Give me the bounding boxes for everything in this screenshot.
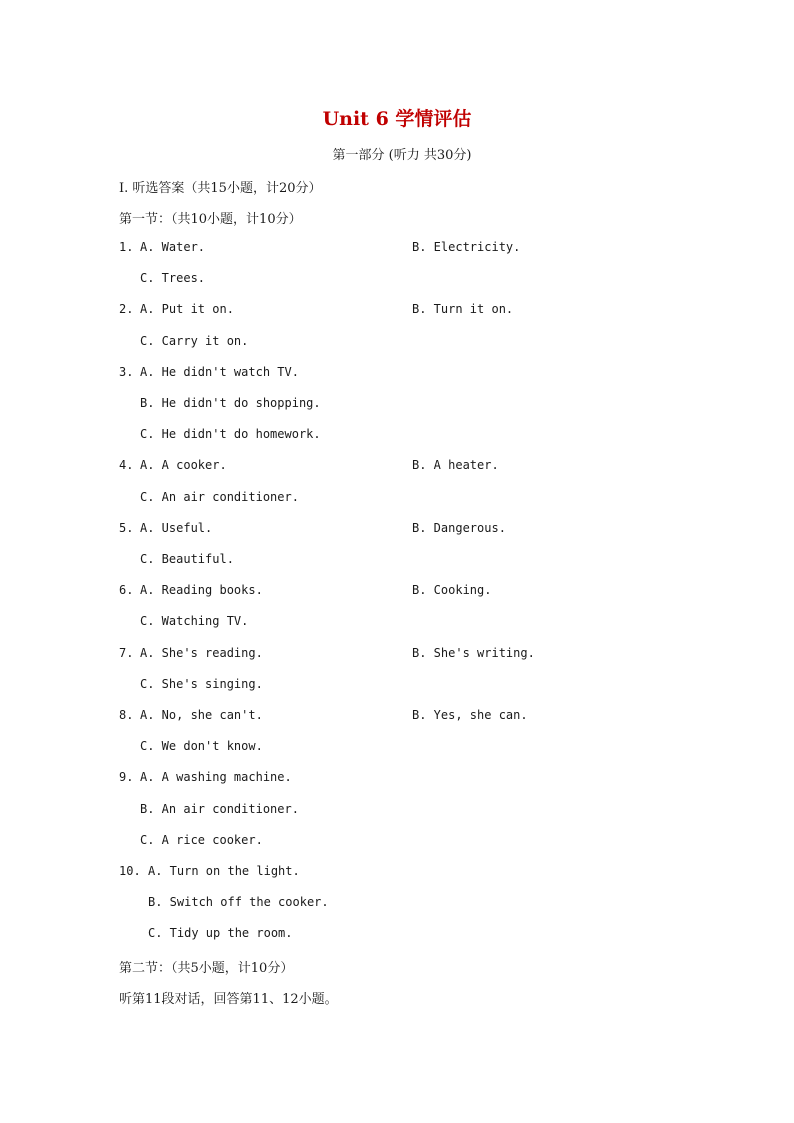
question-number: 7. xyxy=(119,646,134,660)
question-number: 3. xyxy=(119,365,134,379)
question-number: 10. xyxy=(119,864,141,878)
part-subtitle: 第一部分 (听力 共30分) xyxy=(332,148,472,163)
option-a: A. He didn't watch TV. xyxy=(140,365,299,379)
section-heading: Ⅰ. 听选答案（共15小题，计20分） xyxy=(119,181,322,196)
option-a: A. A washing machine. xyxy=(140,770,292,784)
part1-heading: 第一节：（共10小题，计10分） xyxy=(119,212,302,227)
option-c: C. She's singing. xyxy=(140,677,263,691)
option-b: B. Dangerous. xyxy=(412,521,506,535)
question-number: 5. xyxy=(119,521,134,535)
option-b: B. A heater. xyxy=(412,458,499,472)
option-b: B. An air conditioner. xyxy=(140,802,299,816)
option-a: A. Put it on. xyxy=(140,302,234,316)
question-number: 2. xyxy=(119,302,134,316)
option-b: B. She's writing. xyxy=(412,646,535,660)
option-b: B. He didn't do shopping. xyxy=(140,396,321,410)
question-number: 6. xyxy=(119,583,134,597)
option-c: C. He didn't do homework. xyxy=(140,427,321,441)
question-number: 8. xyxy=(119,708,134,722)
option-c: C. A rice cooker. xyxy=(140,833,263,847)
option-a: A. No, she can't. xyxy=(140,708,263,722)
option-c: C. Trees. xyxy=(140,271,206,285)
option-b: B. Cooking. xyxy=(412,583,492,597)
option-b: B. Yes, she can. xyxy=(412,708,528,722)
option-b: B. Turn it on. xyxy=(412,302,514,316)
option-a: A. Useful. xyxy=(140,521,213,535)
part2-heading: 第二节：（共5小题，计10分） xyxy=(119,961,294,976)
option-c: C. We don't know. xyxy=(140,739,263,753)
option-c: C. Tidy up the room. xyxy=(148,926,293,940)
option-b: B. Electricity. xyxy=(412,240,521,254)
option-c: C. Carry it on. xyxy=(140,334,249,348)
question-number: 9. xyxy=(119,770,134,784)
option-a: A. She's reading. xyxy=(140,646,263,660)
option-b: B. Switch off the cooker. xyxy=(148,895,329,909)
question-number: 4. xyxy=(119,458,134,472)
document-title: Unit 6 学情评估 xyxy=(322,108,472,130)
option-a: A. Reading books. xyxy=(140,583,263,597)
option-a: A. A cooker. xyxy=(140,458,227,472)
option-c: C. Watching TV. xyxy=(140,614,249,628)
instruction-text: 听第11段对话，回答第11、12小题。 xyxy=(119,992,338,1007)
option-c: C. Beautiful. xyxy=(140,552,234,566)
option-a: A. Water. xyxy=(140,240,206,254)
option-a: A. Turn on the light. xyxy=(148,864,300,878)
option-c: C. An air conditioner. xyxy=(140,490,299,504)
question-number: 1. xyxy=(119,240,134,254)
